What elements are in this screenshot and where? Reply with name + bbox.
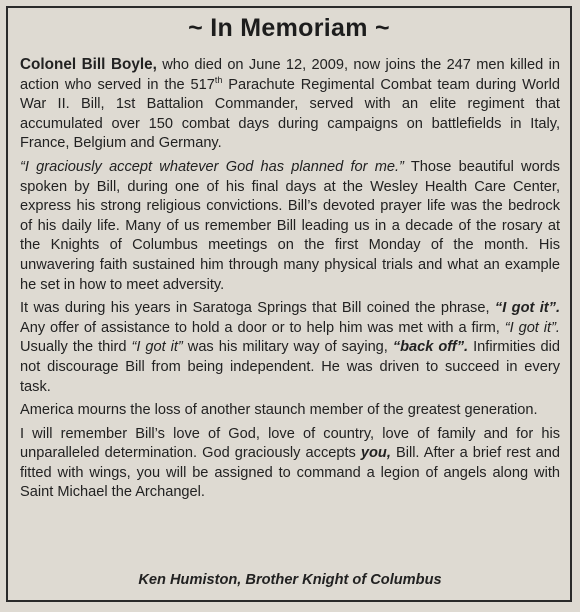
p1-text-b: Parachute Regimental Combat team during World War II. Bill, 1st Battalion Commander, served with an elite regiment that accumulated over 150 combat days during campaigns on battlefields in Italy, France, Belgium and Germany. <box>20 76 560 152</box>
p3-text-a: It was during his years in Saratoga Springs that Bill coined the phrase, <box>20 300 495 317</box>
p2-text: Those beautiful words spoken by Bill, during one of his final days at the Wesley Health Care Center, express his strong religious convictions. Bill’s devoted prayer life was the bedrock of his daily life. Many of us remember Bill leading us in a decade of the rosary at the Knights of Columbus meetings on the first Monday of the month. His unwavering faith sustained him through many physical trials and what an example he set in how to meet adversity. <box>20 158 560 293</box>
phrase-got-it-2: “I got it”. <box>504 319 560 336</box>
paragraph-1 <box>20 55 560 154</box>
p3-text-c: Usually the third <box>20 339 132 356</box>
phrase-back-off: “back off”. <box>392 339 469 356</box>
paragraph-5 <box>20 425 560 503</box>
p3-text-d: was his military way of saying, <box>182 339 393 356</box>
emphasis-you: you, <box>360 445 391 462</box>
p1-text-a: who died on June 12, 2009, now joins the 247 men killed in action who served in the 517 <box>20 57 560 93</box>
phrase-got-it-3: “I got it” <box>131 339 183 356</box>
p3-text-e: Infirmities did not discourage Bill from being independent. He was driven to succeed in every task. <box>20 339 560 395</box>
page-title: ~ In Memoriam ~ <box>188 14 390 42</box>
p3-text-b: Any offer of assistance to hold a door or to help him was met with a firm, <box>20 319 505 336</box>
honoree-name: Colonel Bill Boyle, <box>20 56 157 73</box>
p5-text-a: I will remember Bill’s love of God, love of country, love of family and for his unparalleled determination. God graciously accepts <box>20 425 560 462</box>
quote: “I graciously accept whatever God has planned for me.” <box>20 158 404 175</box>
p5-text-b: Bill. After a brief rest and fitted with wings, you will be assigned to command a legion of angels along with Saint Michael the Archangel. <box>20 445 560 501</box>
paragraph-2 <box>20 158 560 295</box>
paragraph-4: America mourns the loss of another staunch member of the greatest generation. <box>20 402 538 419</box>
phrase-got-it-1: “I got it”. <box>494 300 560 317</box>
border-frame <box>6 6 572 602</box>
paragraph-3 <box>20 299 560 397</box>
memoriam-body <box>20 55 560 507</box>
signature: Ken Humiston, Brother Knight of Columbus <box>138 572 442 588</box>
p1-ordinal-suffix: th <box>214 74 223 85</box>
